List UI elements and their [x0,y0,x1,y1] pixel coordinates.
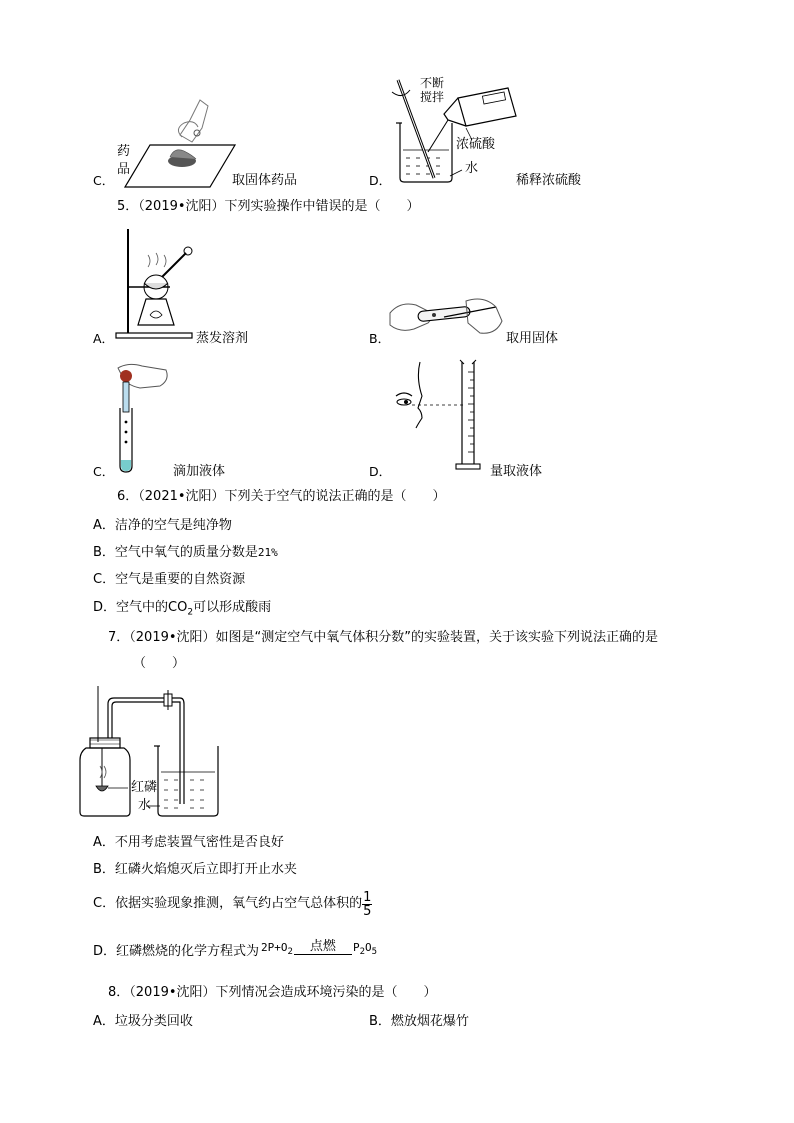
dropping-liquid-illustration [112,362,172,474]
q5-option-d-caption: 量取液体 [490,464,543,479]
take-solid-illustration [388,293,508,343]
measure-liquid-illustration [388,358,498,472]
q4-option-c-caption: 取固体药品 [232,173,298,188]
q5-option-d-letter: D． [369,464,392,479]
product-sub-2: 5 [371,947,378,957]
q4-option-c-letter: C． [93,173,115,188]
q4-water-label: 水 [465,161,479,176]
q7-water-label: 水 [138,798,152,813]
q7-option-d [93,930,377,960]
q5-option-b-caption: 取用固体 [506,331,559,346]
q5-option-a-caption: 蒸发溶剂 [196,331,249,346]
product-o: O [364,940,372,954]
product-p: P [352,940,360,954]
q5-option-c-caption: 滴加液体 [173,464,226,479]
q8-stem: 8．（2019•沈阳）下列情况会造成环境污染的是（ ） [108,985,437,1000]
q6-option-b-text: B．空气中氧气的质量分数是 [93,545,258,560]
q6-stem: 6．（2021•沈阳）下列关于空气的说法正确的是（ ） [117,489,446,504]
q7-stem: 7．（2019•沈阳）如图是“测定空气中氧气体积分数”的实验装置，关于该实验下列说法正确的是 [108,630,658,645]
q5-option-c-letter: C． [93,464,115,479]
reactant-subscript: 2 [287,947,293,957]
q4-option-d-letter: D． [369,173,392,188]
equation-product [353,940,377,960]
q6-option-c: C．空气是重要的自然资源 [93,572,246,587]
q4-acid-label: 浓硫酸 [456,137,496,152]
q7-option-b: B．红磷火焰熄灭后立即打开止水夹 [93,862,297,877]
equation-reactants [261,940,293,960]
evaporation-illustration [110,225,200,345]
q6-option-b [93,545,278,561]
fraction-denominator: 5 [363,903,372,919]
q7-option-a: A．不用考虑装置气密性是否良好 [93,835,284,850]
q5-option-b-letter: B． [369,331,391,346]
q6-option-b-value: 21% [257,546,278,559]
q6-option-a: A．洁净的空气是纯净物 [93,518,232,533]
q7-option-c-text: C．依据实验现象推测，氧气约占空气总体积的 [93,896,363,911]
q7-paren: （ ） [133,656,186,671]
equation-condition: 点燃 [309,939,336,954]
q5-stem: 5．（2019•沈阳）下列实验操作中错误的是（ ） [117,199,420,214]
q4-option-d-caption: 稀释浓硫酸 [516,173,582,188]
dilute-acid-illustration [388,78,528,186]
reactants-text: 2P+O [261,940,288,954]
q4-stir-label: 不断搅拌 [420,76,445,104]
q6-option-d [93,600,271,621]
q7-option-c [93,886,372,922]
product-sub-1: 2 [359,947,365,957]
q8-option-b: B．燃放烟花爆竹 [369,1014,469,1029]
fraction-numerator: 1 [363,889,372,905]
equation-arrow [294,939,352,960]
q6-option-d-sub: 2 [187,607,194,618]
q5-option-a-letter: A． [93,331,115,346]
q8-option-a: A．垃圾分类回收 [93,1014,193,1029]
one-fifth-fraction [362,891,372,918]
q7-option-d-text: D．红磷燃烧的化学方程式为 [93,944,260,959]
q4-reagent-label: 药品 [117,144,131,177]
q6-option-d-post: 可以形成酸雨 [193,600,272,615]
q6-option-d-pre: D．空气中的CO [93,600,188,615]
q7-phosphorus-label: 红磷 [131,780,158,795]
